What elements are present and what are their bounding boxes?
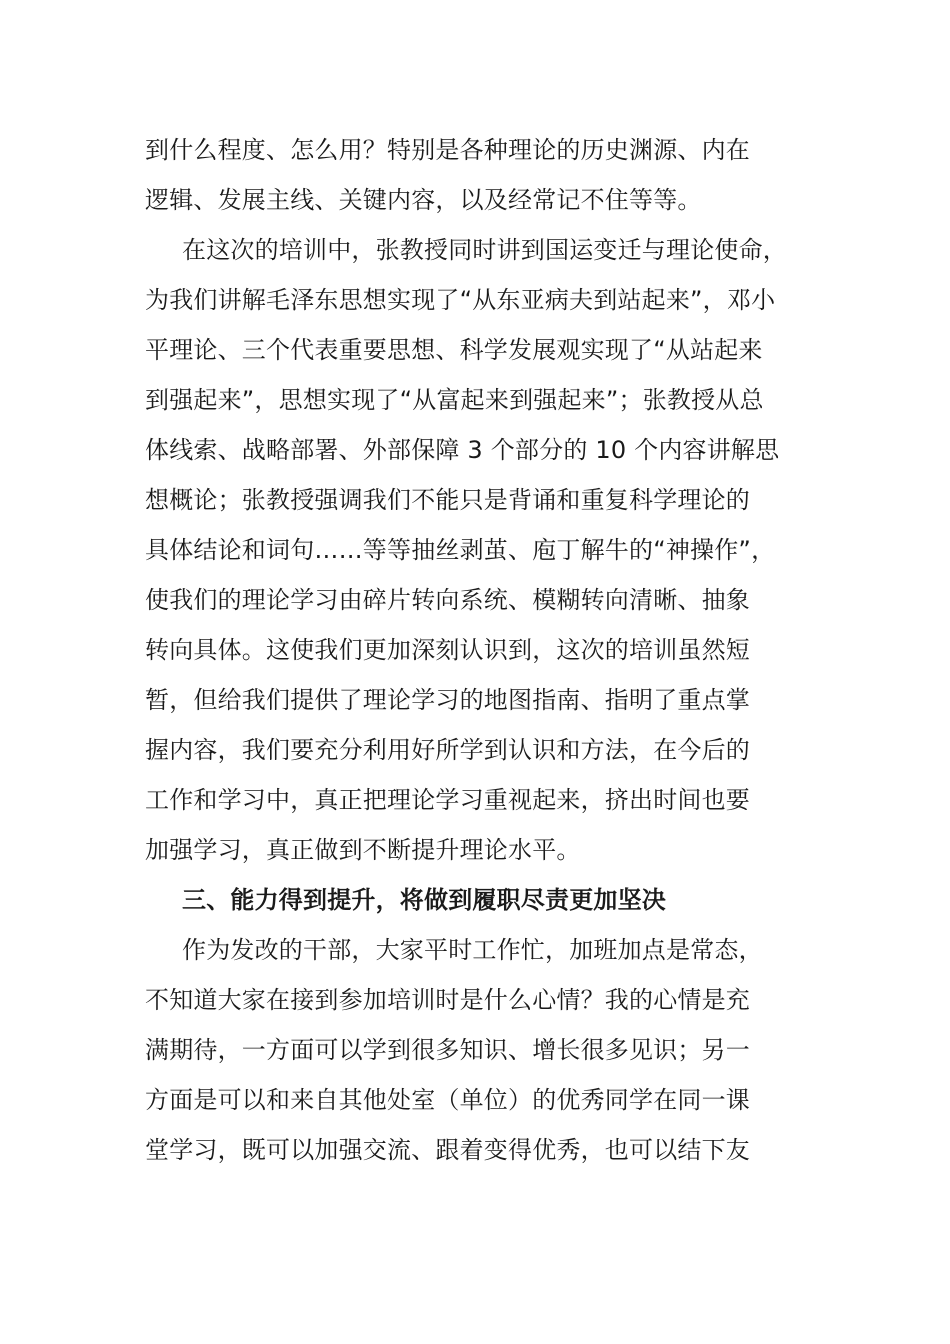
paragraph-line: 为我们讲解毛泽东思想实现了“从东亚病夫到站起来”，邓小 [145, 286, 776, 314]
paragraph-line: 想概论；张教授强调我们不能只是背诵和重复科学理论的 [145, 486, 750, 514]
paragraph-line: 到什么程度、怎么用？特别是各种理论的历史渊源、内在 [145, 136, 750, 164]
paragraph-line: 工作和学习中，真正把理论学习重视起来，挤出时间也要 [145, 786, 750, 814]
paragraph-line: 使我们的理论学习由碎片转向系统、模糊转向清晰、抽象 [145, 586, 750, 614]
paragraph-line: 堂学习，既可以加强交流、跟着变得优秀，也可以结下友 [145, 1136, 750, 1164]
paragraph-line: 逻辑、发展主线、关键内容，以及经常记不住等等。 [145, 186, 702, 214]
paragraph-line: 不知道大家在接到参加培训时是什么心情？我的心情是充 [145, 986, 750, 1014]
section-heading: 三、能力得到提升，将做到履职尽责更加坚决 [182, 886, 666, 914]
paragraph-line: 在这次的培训中，张教授同时讲到国运变迁与理论使命， [182, 236, 787, 264]
paragraph-line: 具体结论和词句……等等抽丝剥茧、庖丁解牛的“神操作”， [145, 536, 776, 564]
paragraph-line: 平理论、三个代表重要思想、科学发展观实现了“从站起来 [145, 336, 763, 364]
paragraph-line: 作为发改的干部，大家平时工作忙，加班加点是常态， [182, 936, 763, 964]
paragraph-line: 转向具体。这使我们更加深刻认识到，这次的培训虽然短 [145, 636, 750, 664]
paragraph-line: 加强学习，真正做到不断提升理论水平。 [145, 836, 581, 864]
paragraph-line: 暂，但给我们提供了理论学习的地图指南、指明了重点掌 [145, 686, 750, 714]
paragraph-line: 到强起来”，思想实现了“从富起来到强起来”；张教授从总 [145, 386, 764, 414]
paragraph-line: 满期待，一方面可以学到很多知识、增长很多见识；另一 [145, 1036, 750, 1064]
paragraph-line: 方面是可以和来自其他处室（单位）的优秀同学在同一课 [145, 1086, 750, 1114]
paragraph-line: 体线索、战略部署、外部保障 3 个部分的 10 个内容讲解思 [145, 436, 780, 464]
paragraph-line: 握内容，我们要充分利用好所学到认识和方法，在今后的 [145, 736, 750, 764]
